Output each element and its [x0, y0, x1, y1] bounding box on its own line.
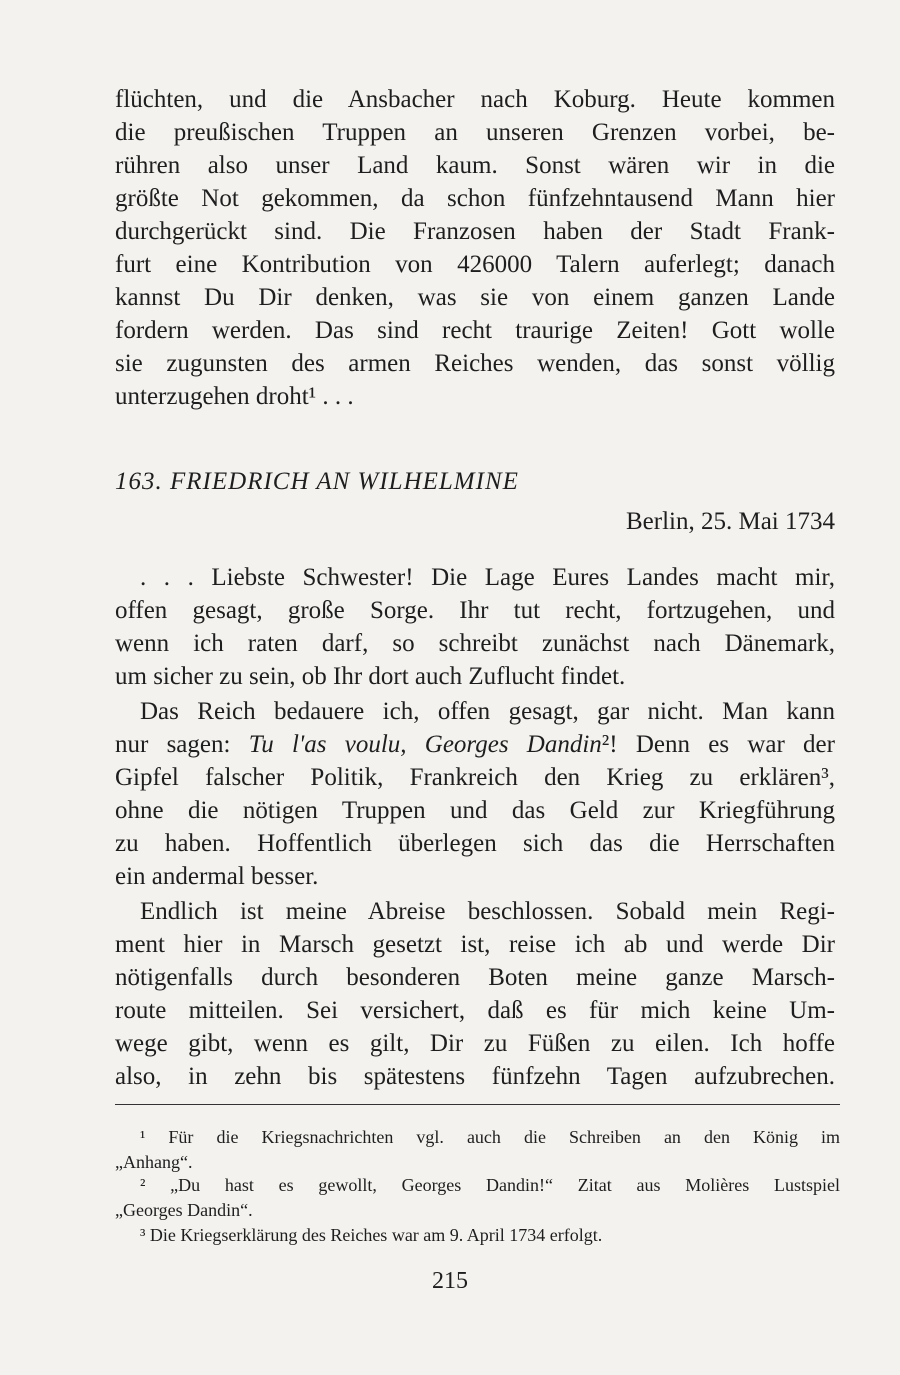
footnote-line: „Georges Dandin“. [115, 1200, 253, 1220]
text-line: rühren also unser Land kaum. Sonst wären wir in die [115, 152, 835, 179]
text-line: zu haben. Hoffentlich überlegen sich das die Herrschaften [115, 830, 835, 857]
text-line: offen gesagt, große Sorge. Ihr tut recht, fortzugehen, und [115, 597, 835, 624]
text-line: kannst Du Dir denken, was sie von einem ganzen Lande [115, 284, 835, 311]
text-line: Gipfel falscher Politik, Frankreich den Krieg zu erklären³, [115, 764, 835, 791]
text-line: flüchten, und die Ansbacher nach Koburg. Heute kommen [115, 86, 835, 113]
text-line: route mitteilen. Sei versichert, daß es für mich keine Um- [115, 997, 835, 1024]
text-line: wege gibt, wenn es gilt, Dir zu Füßen zu eilen. Ich hoffe [115, 1030, 835, 1057]
text-segment: nur sagen: [115, 731, 249, 758]
text-line: ein andermal besser. [115, 863, 319, 890]
text-line: unterzugehen droht¹ . . . [115, 383, 354, 410]
text-line: fordern werden. Das sind recht traurige Zeiten! Gott wolle [115, 317, 835, 344]
text-line: sie zugunsten des armen Reiches wenden, das sonst völlig [115, 350, 835, 377]
footnote-line: „Anhang“. [115, 1152, 193, 1172]
text-line: größte Not gekommen, da schon fünfzehntausend Mann hier [115, 185, 835, 212]
footnote-divider [115, 1104, 840, 1105]
text-line: nötigenfalls durch besonderen Boten meine ganze Marsch- [115, 964, 835, 991]
text-line: wenn ich raten darf, so schreibt zunächst nach Dänemark, [115, 630, 835, 657]
text-line: ohne die nötigen Truppen und das Geld zur Kriegführung [115, 797, 835, 824]
italic-quote: Tu l'as voulu, Georges Dandin [248, 731, 602, 758]
text-line: Endlich ist meine Abreise beschlossen. Sobald mein Regi- [140, 898, 835, 925]
footnote-line: ² „Du hast es gewollt, Georges Dandin!“ Zitat aus Molières Lustspiel [140, 1175, 840, 1195]
text-line: Das Reich bedauere ich, offen gesagt, gar nicht. Man kann [140, 698, 835, 725]
text-line: . . . Liebste Schwester! Die Lage Eures Landes macht mir, [140, 564, 835, 591]
text-segment: ²! Denn es war der [601, 731, 835, 758]
text-line: die preußischen Truppen an unseren Grenzen vorbei, be- [115, 119, 835, 146]
letter-heading: 163. FRIEDRICH AN WILHELMINE [115, 468, 519, 495]
text-line: ment hier in Marsch gesetzt ist, reise ich ab und werde Dir [115, 931, 835, 958]
footnote-line: ³ Die Kriegserklärung des Reiches war am 9. April 1734 erfolgt. [140, 1225, 603, 1245]
text-line: durchgerückt sind. Die Franzosen haben der Stadt Frank- [115, 218, 835, 245]
text-line: furt eine Kontribution von 426000 Talern auferlegt; danach [115, 251, 835, 278]
text-line [115, 728, 835, 762]
text-line: also, in zehn bis spätestens fünfzehn Tagen aufzubrechen. [115, 1063, 835, 1090]
footnote-line: ¹ Für die Kriegsnachrichten vgl. auch die Schreiben an den König im [140, 1127, 840, 1147]
letter-dateline: Berlin, 25. Mai 1734 [625, 508, 835, 535]
text-line: um sicher zu sein, ob Ihr dort auch Zuflucht findet. [115, 663, 626, 690]
page-number: 215 [432, 1268, 468, 1294]
